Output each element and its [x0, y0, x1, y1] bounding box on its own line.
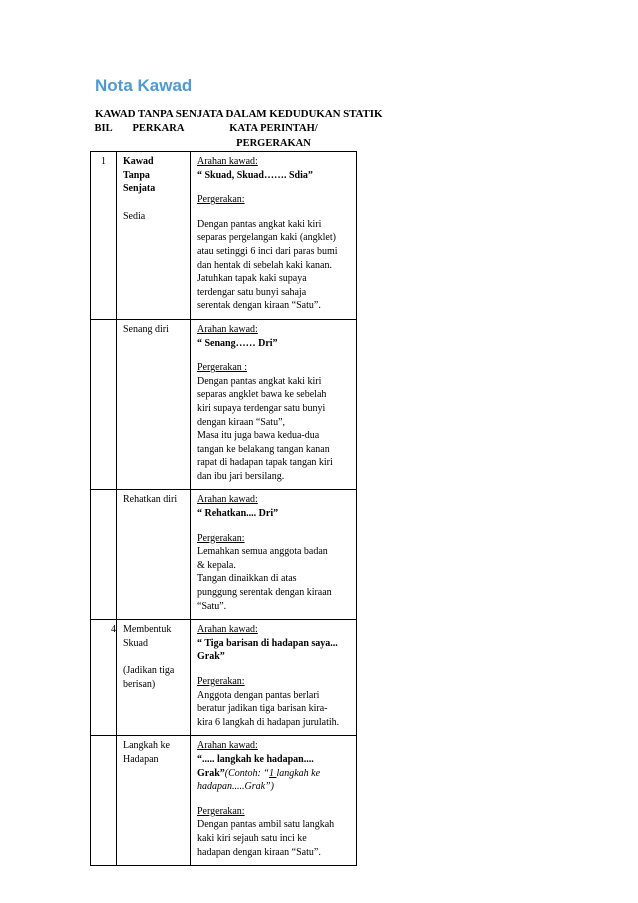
- table-row: [91, 152, 357, 320]
- document-subtitle: KAWAD TANPA SENJATA DALAM KEDUDUKAN STATIK: [95, 108, 383, 120]
- row-perkara: Membentuk Skuad (Jadikan tiga berisan): [117, 620, 191, 736]
- drill-table: [90, 121, 357, 866]
- row-arahan: Arahan kawad: “ Rehatkan.... Dri” Pergerakan: Lemahkan semua anggota badan & kepala. Tangan dinaikkan di atas punggung serentak dengan kiraan “Satu”.: [191, 490, 357, 620]
- row-perkara: Kawad Tanpa Senjata Sedia: [117, 152, 191, 320]
- row-arahan: Arahan kawad: “ Skuad, Skuad……. Sdia” Pergerakan: Dengan pantas angkat kaki kiri separas pergelangan kaki (angklet) atau setinggi 6 inci dari paras bumi dan hentak di sebelah kaki kanan. Jatuhkan tapak kaki supaya terdengar satu bunyi sahaja serentak dengan kiraan “Satu”.: [191, 152, 357, 320]
- row-perkara: Langkah ke Hadapan: [117, 736, 191, 866]
- row-arahan: Arahan kawad: “..... langkah ke hadapan.... Grak”(Contoh: “1 langkah ke hadapan.....Grak”) Pergerakan: Dengan pantas ambil satu langkah kaki kiri sejauh satu inci ke hadapan dengan kiraan “Satu”.: [191, 736, 357, 866]
- row-arahan: Arahan kawad: “ Senang…… Dri” Pergerakan : Dengan pantas angkat kaki kiri separas angklet bawa ke sebelah kiri supaya terdengar satu bunyi dengan kiraan “Satu”, Masa itu juga bawa kedua-dua tangan ke belakang tangan kanan rapat di hadapan tapak tangan kiri dan ibu jari bersilang.: [191, 319, 357, 490]
- table-row: [91, 736, 357, 866]
- row-bil: 4: [91, 620, 117, 736]
- table-row: [91, 319, 357, 490]
- page-title: Nota Kawad: [95, 76, 193, 95]
- table-row: [91, 490, 357, 620]
- row-arahan: Arahan kawad: “ Tiga barisan di hadapan saya... Grak” Pergerakan: Anggota dengan pantas berlari beratur jadikan tiga barisan kira- kira 6 langkah di hadapan jurulatih.: [191, 620, 357, 736]
- row-perkara: Senang diri: [117, 319, 191, 490]
- row-bil: [91, 490, 117, 620]
- header-bil: BIL: [94, 123, 113, 134]
- row-bil: [91, 319, 117, 490]
- header-kata-perintah: KATA PERINTAH/ PERGERAKAN: [229, 123, 318, 149]
- table-header-row: [91, 121, 357, 152]
- row-perkara: Rehatkan diri: [117, 490, 191, 620]
- row-bil: [91, 736, 117, 866]
- row-bil: 1: [91, 152, 117, 320]
- table-row: [91, 620, 357, 736]
- header-perkara: PERKARA: [132, 123, 185, 134]
